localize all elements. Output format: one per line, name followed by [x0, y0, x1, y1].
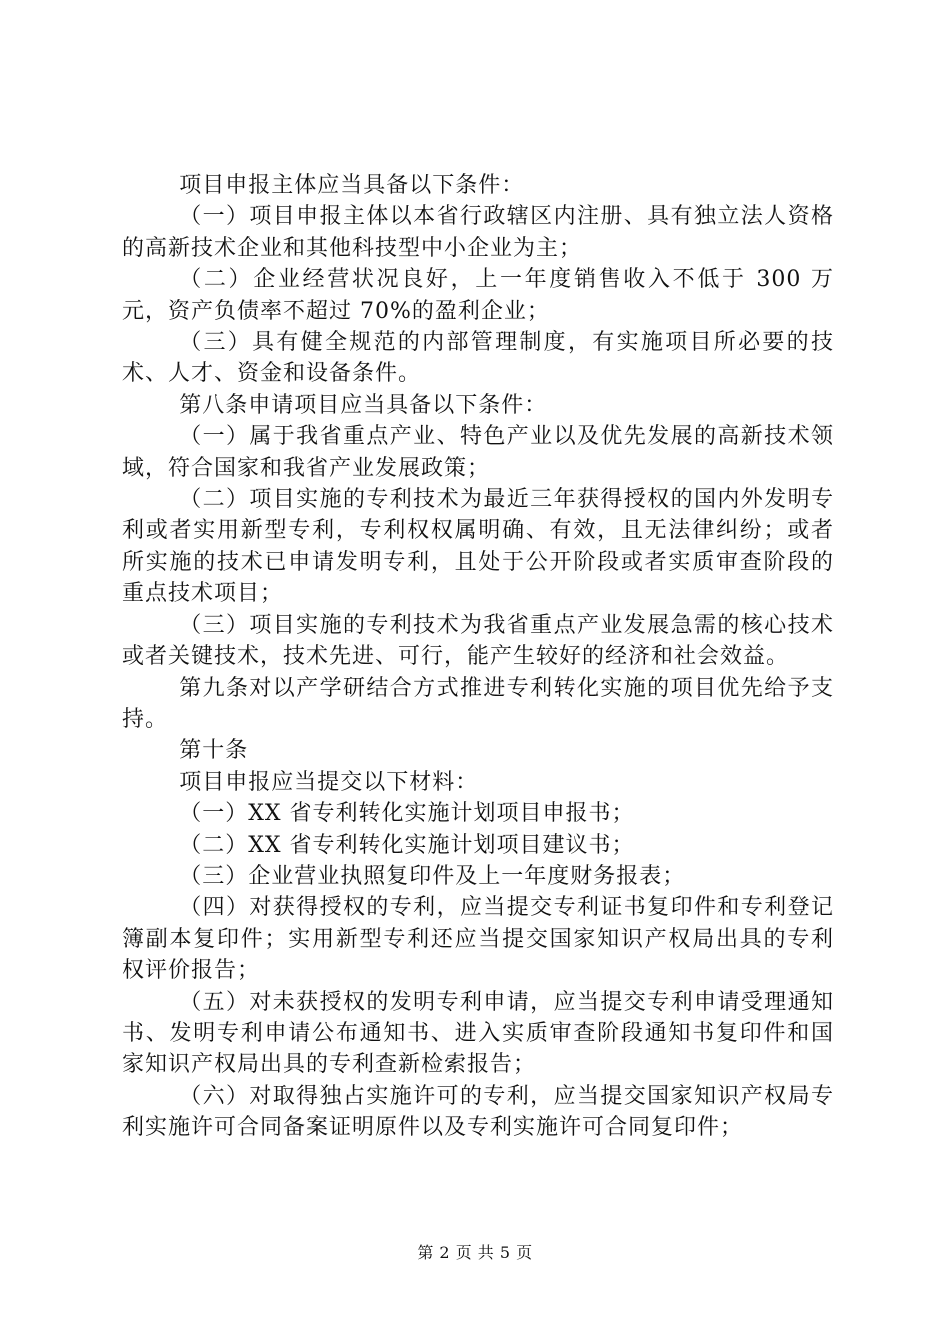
paragraph-condition-1: （一）项目申报主体以本省行政辖区内注册、具有独立法人资格的高新技术企业和其他科技型中小企业为主； [122, 204, 834, 261]
paragraph-article-10: 第十条 [179, 738, 249, 764]
paragraph-conditions-intro: 项目申报主体应当具备以下条件： [179, 173, 525, 198]
paragraph-article-8-item-3: （三）项目实施的专利技术为我省重点产业发展急需的核心技术或者关键技术，技术先进、可行，能产生较好的经济和社会效益。 [122, 612, 834, 670]
paragraph-condition-3: （三）具有健全规范的内部管理制度，有实施项目所必要的技术、人才、资金和设备条件。 [122, 330, 834, 387]
paragraph-material-4: （四）对获得授权的专利，应当提交专利证书复印件和专利登记簿副本复印件；实用新型专利还应当提交国家知识产权局出具的专利权评价报告； [122, 895, 834, 984]
paragraph-material-2: （二）XX 省专利转化实施计划项目建议书； [179, 832, 635, 858]
paragraph-material-5: （五）对未获授权的发明专利申请，应当提交专利申请受理通知书、发明专利申请公布通知书、进入实质审查阶段通知书复印件和国家知识产权局出具的专利查新检索报告； [122, 989, 834, 1078]
paragraph-materials-intro: 项目申报应当提交以下材料： [179, 769, 479, 795]
document-body [122, 170, 834, 1144]
paragraph-material-1: （一）XX 省专利转化实施计划项目申报书； [179, 801, 635, 827]
paragraph-article-8: 第八条申请项目应当具备以下条件： [179, 392, 548, 418]
page-number-footer: 第 2 页 共 5 页 [417, 1243, 533, 1262]
paragraph-condition-2: （二）企业经营状况良好，上一年度销售收入不低于 300 万元，资产负债率不超过 70%的盈利企业； [122, 267, 834, 324]
paragraph-material-3: （三）企业营业执照复印件及上一年度财务报表； [179, 863, 686, 889]
paragraph-article-8-item-1: （一）属于我省重点产业、特色产业以及优先发展的高新技术领域，符合国家和我省产业发展政策； [122, 424, 834, 481]
paragraph-material-6: （六）对取得独占实施许可的专利，应当提交国家知识产权局专利实施许可合同备案证明原件以及专利实施许可合同复印件； [122, 1083, 834, 1141]
paragraph-article-9: 第九条对以产学研结合方式推进专利转化实施的项目优先给予支持。 [122, 675, 834, 732]
paragraph-article-8-item-2: （二）项目实施的专利技术为最近三年获得授权的国内外发明专利或者实用新型专利，专利权权属明确、有效，且无法律纠纷；或者所实施的技术已申请发明专利，且处于公开阶段或者实质审查阶段的重点技术项目； [122, 487, 834, 607]
